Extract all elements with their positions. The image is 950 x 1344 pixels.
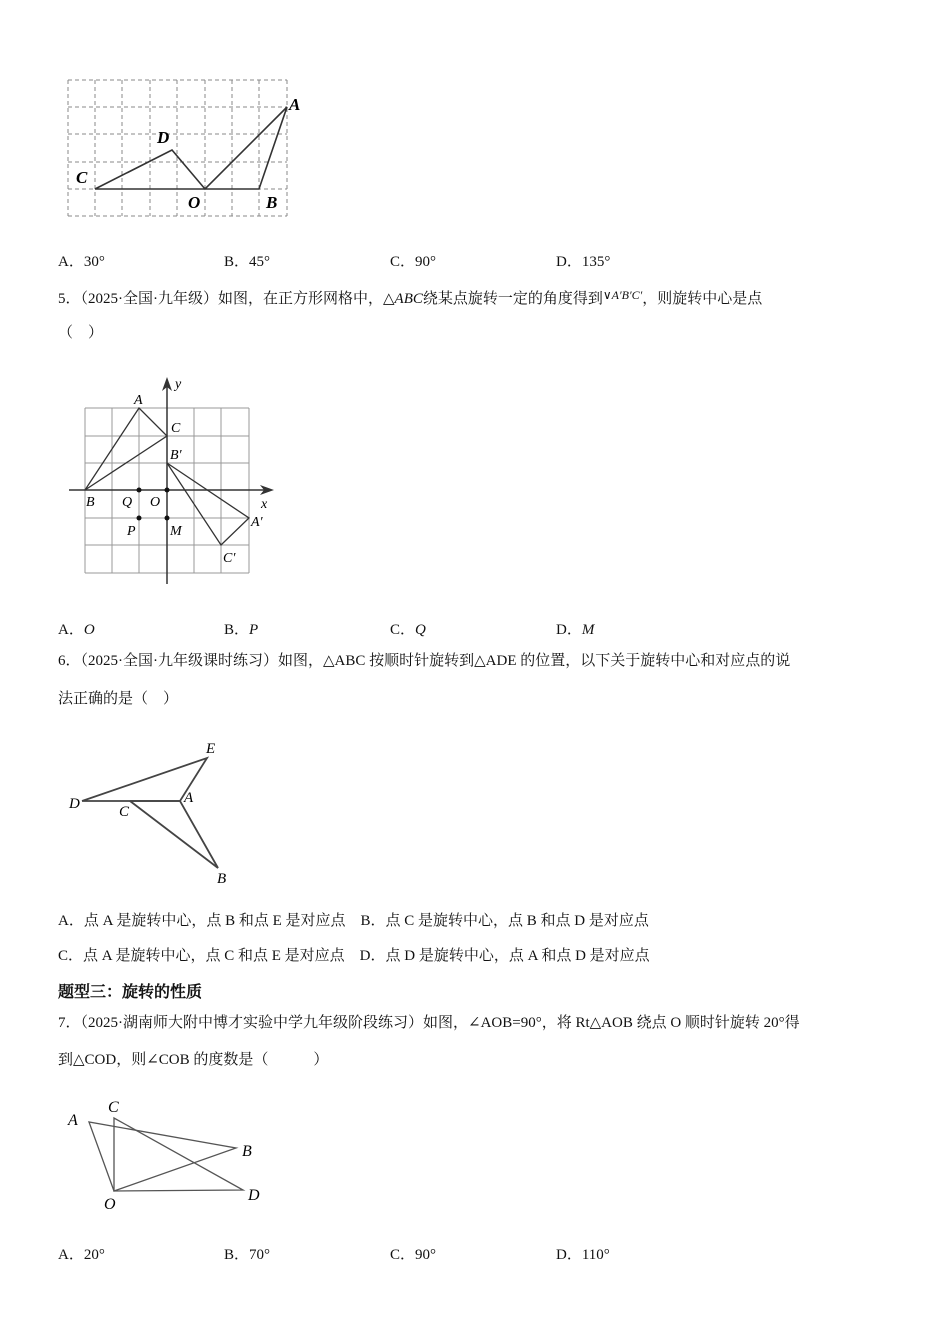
- q4-option-c[interactable]: C．90°: [390, 254, 437, 270]
- q7-option-a[interactable]: A．20°: [58, 1247, 105, 1263]
- q4-option-b[interactable]: B．45°: [224, 254, 271, 270]
- q7-option-d[interactable]: D．110°: [556, 1247, 610, 1263]
- q5-triangle-abc: [85, 408, 167, 490]
- q4-grid: [68, 80, 287, 216]
- q5-option-b[interactable]: B．P: [224, 622, 259, 638]
- q5-label-x: x: [261, 497, 268, 512]
- q4-label-D: D: [157, 128, 170, 147]
- q4-label-C: C: [76, 168, 88, 187]
- q6-figure: [60, 736, 250, 888]
- q7-label-D: D: [248, 1187, 260, 1204]
- q5-stem-line2: （ ）: [58, 325, 104, 341]
- q4-label-B: B: [266, 193, 278, 212]
- q5-option-c[interactable]: C．Q: [390, 622, 426, 638]
- q5-point-m: [165, 516, 170, 521]
- q7-stem-line1: 7．（2025·湖南师大附中博才实验中学九年级阶段练习）如图，∠AOB=90°，将 Rt△AOB 绕点 O 顺时针旋转 20°得: [58, 1015, 800, 1031]
- q5-figure: [64, 372, 284, 587]
- q6-label-B: B: [217, 871, 227, 887]
- q6-label-D: D: [69, 796, 80, 812]
- q5-stem-line1: 5．（2025·全国·九年级）如图，在正方形网格中，△ABC绕某点旋转一定的角度得到$^{\vee A'B'C'}$，则旋转中心是点: [58, 288, 763, 307]
- q6-triangle-abc: [130, 801, 218, 868]
- q5-options: [58, 618, 722, 639]
- q7-label-A: A: [68, 1112, 78, 1129]
- q6-label-A: A: [184, 790, 194, 806]
- q4-shape-lines: [95, 107, 287, 189]
- q5-point-p: [137, 516, 142, 521]
- q7-label-B: B: [242, 1143, 252, 1160]
- q7-options: [58, 1243, 722, 1264]
- q5-label-C: C: [171, 421, 181, 436]
- q7-option-c[interactable]: C．90°: [390, 1247, 437, 1263]
- q6-label-C: C: [119, 804, 130, 820]
- q4-option-a[interactable]: A．30°: [58, 254, 105, 270]
- q4-options: [58, 250, 722, 271]
- q7-option-b[interactable]: B．70°: [224, 1247, 271, 1263]
- q5-label-Ap: A′: [251, 515, 263, 530]
- q5-label-Cp: C′: [223, 551, 236, 566]
- q5-point-o: [165, 488, 170, 493]
- q5-option-a[interactable]: A．O: [58, 622, 95, 638]
- q4-option-d[interactable]: D．135°: [556, 254, 611, 270]
- q5-label-A: A: [134, 393, 143, 408]
- q6-label-E: E: [206, 741, 216, 757]
- q5-point-q: [137, 488, 142, 493]
- q5-option-d[interactable]: D．M: [556, 622, 595, 638]
- section-title: 题型三：旋转的性质: [58, 982, 203, 1001]
- q5-label-O: O: [150, 495, 161, 510]
- q5-label-P: P: [127, 524, 136, 539]
- q5-label-Q: Q: [122, 495, 133, 510]
- q4-label-A: A: [289, 95, 301, 114]
- q7-figure: [60, 1092, 275, 1217]
- q7-triangle-cod: [114, 1118, 243, 1191]
- q6-options-row2[interactable]: C．点 A 是旋转中心，点 C 和点 E 是对应点 D．点 D 是旋转中心，点 A 和点 D 是对应点: [58, 948, 650, 964]
- q6-stem-line2: 法正确的是（ ）: [58, 691, 179, 707]
- q4-figure: [60, 76, 310, 226]
- q4-label-O: O: [188, 193, 201, 212]
- q7-label-O: O: [104, 1196, 116, 1213]
- q7-label-C: C: [108, 1099, 119, 1116]
- q5-label-M: M: [170, 524, 182, 539]
- q5-label-y: y: [175, 377, 182, 392]
- q5-label-B: B: [86, 495, 95, 510]
- q6-stem-line1: 6．（2025·全国·九年级课时练习）如图，△ABC 按顺时针旋转到△ADE 的位置，以下关于旋转中心和对应点的说: [58, 653, 791, 669]
- q6-options-row1[interactable]: A．点 A 是旋转中心，点 B 和点 E 是对应点 B．点 C 是旋转中心，点 B 和点 D 是对应点: [58, 913, 649, 929]
- q7-triangle-aob: [89, 1122, 236, 1191]
- q7-stem-line2: 到△COD，则∠COB 的度数是（ ）: [58, 1052, 329, 1068]
- q5-label-Bp: B′: [170, 448, 182, 463]
